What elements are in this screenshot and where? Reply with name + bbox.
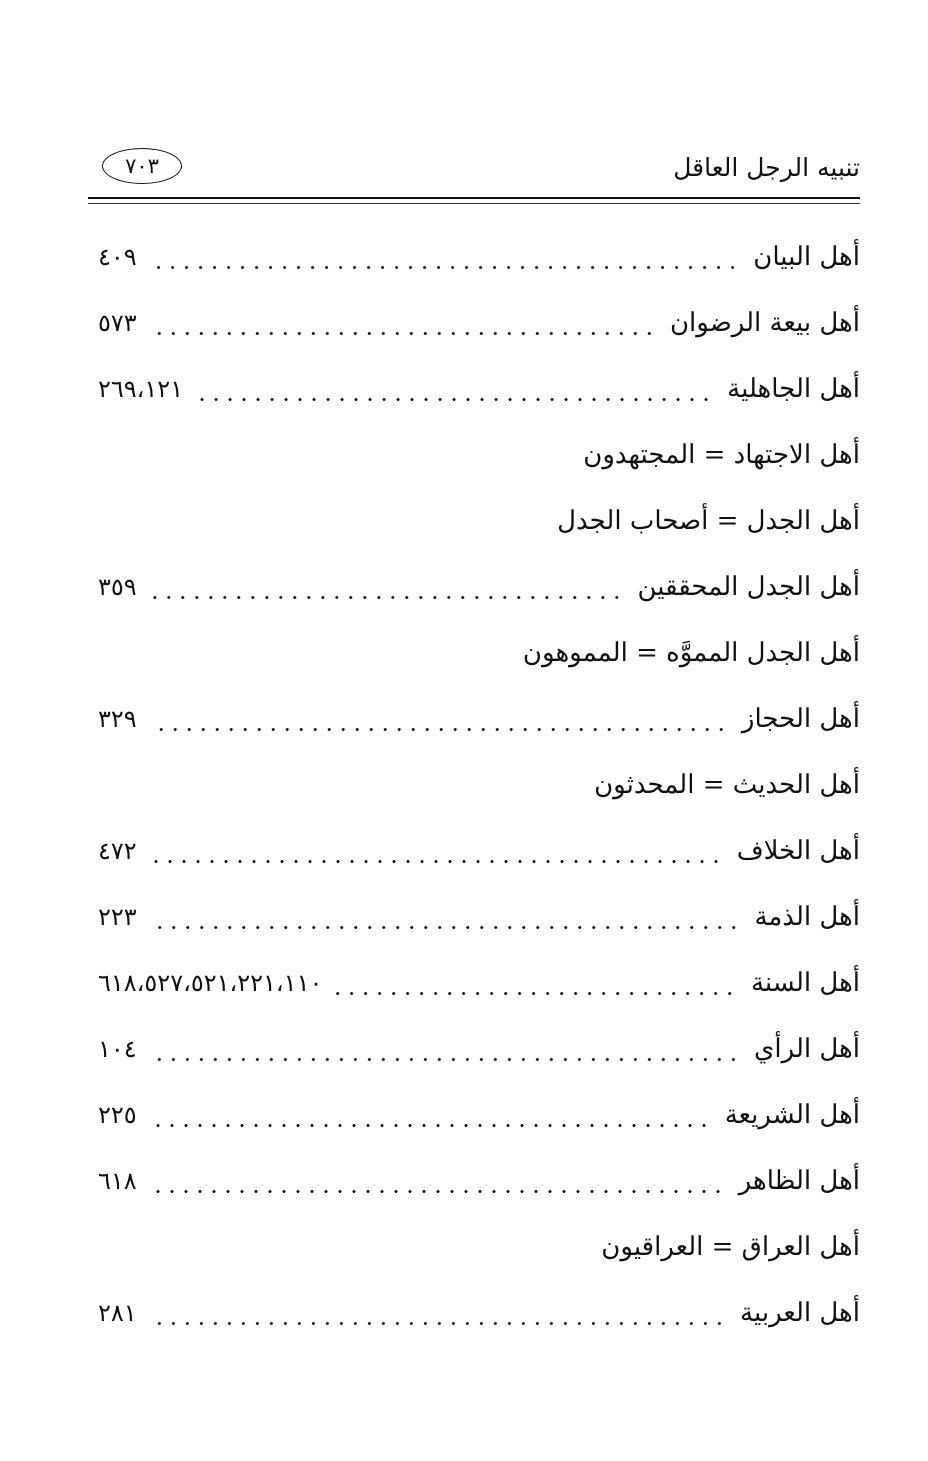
header-rule-thin (88, 203, 860, 204)
entry-term: أهل الظاهر (738, 1166, 860, 1196)
header-rule (88, 197, 860, 199)
index-entry (98, 884, 860, 950)
dot-leader (149, 699, 728, 739)
index-entries (98, 224, 860, 1346)
page-header (88, 148, 860, 198)
running-title: تنبيه الرجل العاقل (673, 153, 860, 182)
dot-leader (149, 1161, 725, 1201)
entry-pages: ٢٢٣ (98, 903, 137, 931)
dot-leader (149, 831, 723, 871)
index-entry (98, 356, 860, 422)
entry-term: أهل الجدل المموَّه = المموهون (522, 638, 860, 668)
dot-leader (149, 1029, 740, 1069)
index-entry (98, 818, 860, 884)
index-cross-reference (98, 752, 860, 818)
index-entry (98, 554, 860, 620)
entry-pages: ٦١٨ (98, 1167, 137, 1195)
index-entry (98, 1016, 860, 1082)
index-cross-reference (98, 620, 860, 686)
dot-leader (334, 963, 737, 1003)
entry-term: أهل الحديث = المحدثون (594, 770, 860, 800)
dot-leader (149, 1095, 711, 1135)
entry-term: أهل الجدل المحققين (637, 572, 860, 602)
entry-term: أهل الرأي (754, 1034, 860, 1064)
index-entry (98, 224, 860, 290)
index-entry (98, 950, 860, 1016)
entry-term: أهل الحجاز (741, 704, 860, 734)
entry-term: أهل البيان (753, 242, 860, 272)
entry-pages: ٤٧٢ (98, 837, 137, 865)
entry-term: أهل السنة (750, 968, 860, 998)
entry-pages: ٢٢٥ (98, 1101, 137, 1129)
entry-term: أهل الذمة (754, 902, 860, 932)
dot-leader (149, 303, 656, 343)
entry-term: أهل الاجتهاد = المجتهدون (583, 440, 860, 470)
entry-term: أهل بيعة الرضوان (669, 308, 860, 338)
entry-term: أهل الجاهلية (727, 374, 860, 404)
entry-term: أهل العربية (740, 1298, 860, 1328)
dot-leader (149, 897, 741, 937)
entry-pages: ٦١٨،٥٢٧،٥٢١،٢٢١،١١٠ (98, 969, 323, 997)
entry-pages: ٢٦٩،١٢١ (98, 375, 184, 403)
entry-pages: ٣٢٩ (98, 705, 137, 733)
entry-term: أهل الجدل = أصحاب الجدل (557, 506, 860, 536)
entry-pages: ٤٠٩ (98, 243, 137, 271)
entry-pages: ٥٧٣ (98, 309, 137, 337)
entry-pages: ٣٥٩ (98, 573, 137, 601)
dot-leader (149, 567, 624, 607)
dot-leader (195, 369, 713, 409)
dot-leader (149, 1293, 726, 1333)
entry-term: أهل العراق = العراقيون (601, 1232, 860, 1262)
entry-pages: ١٠٤ (98, 1035, 137, 1063)
index-entry (98, 1148, 860, 1214)
index-entry (98, 1280, 860, 1346)
dot-leader (149, 237, 740, 277)
index-cross-reference (98, 422, 860, 488)
page-number: ٧٠٣ (102, 148, 182, 184)
index-entry (98, 290, 860, 356)
index-cross-reference (98, 488, 860, 554)
entry-term: أهل الخلاف (736, 836, 860, 866)
entry-term: أهل الشريعة (724, 1100, 860, 1130)
index-entry (98, 686, 860, 752)
index-cross-reference (98, 1214, 860, 1280)
index-entry (98, 1082, 860, 1148)
entry-pages: ٢٨١ (98, 1299, 137, 1327)
